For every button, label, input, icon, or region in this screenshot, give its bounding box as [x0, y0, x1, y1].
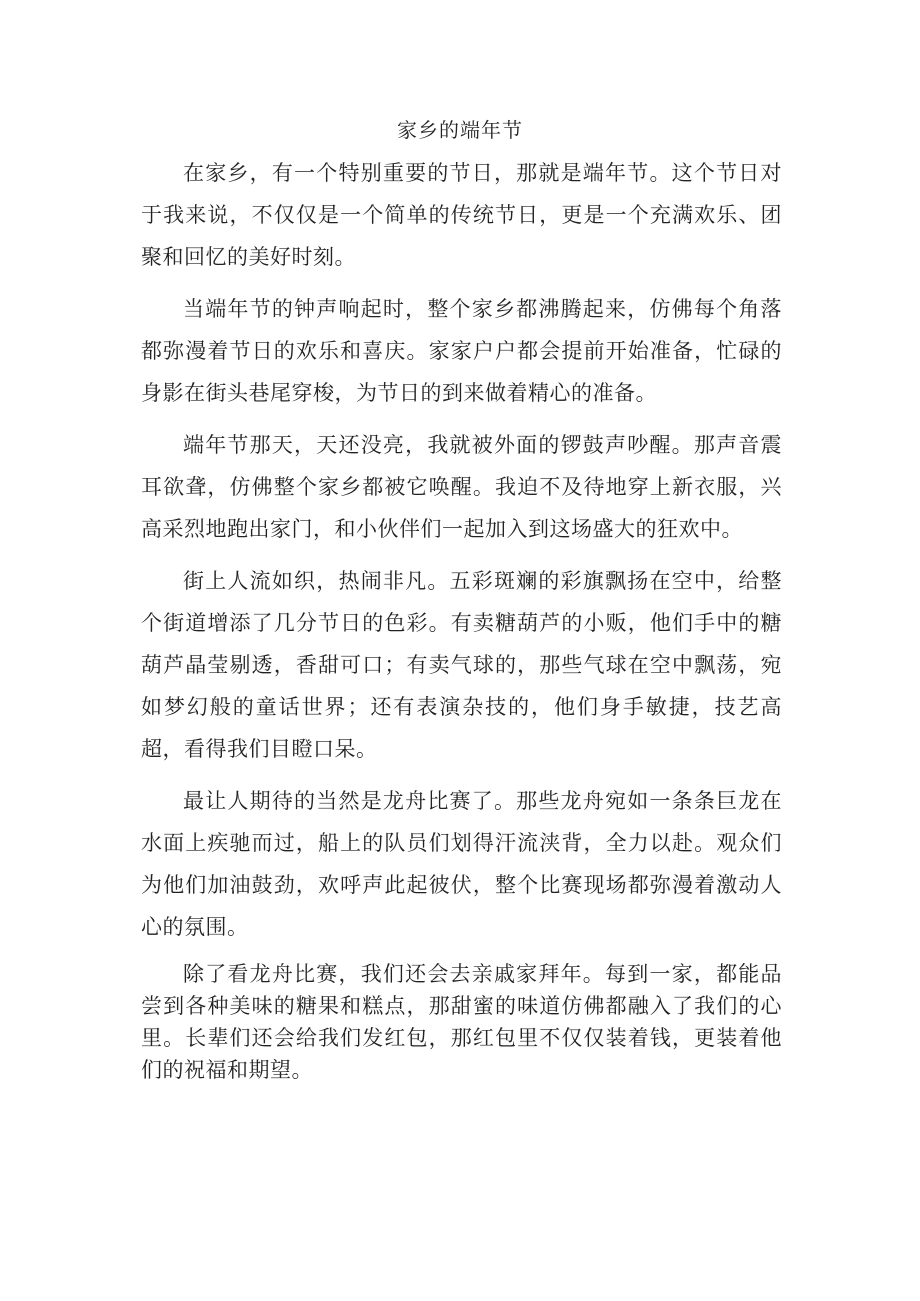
paragraph-5: 最让人期待的当然是龙舟比赛了。那些龙舟宛如一条条巨龙在水面上疾驰而过，船上的队员们划得汗流浃背，全力以赴。观众们为他们加油鼓劲，欢呼声此起彼伏，整个比赛现场都弥漫着激动人心的氛围。 [141, 789, 782, 939]
paragraph-1: 在家乡，有一个特别重要的节日，那就是端年节。这个节日对于我来说，不仅仅是一个简单的传统节日，更是一个充满欢乐、团聚和回忆的美好时刻。 [141, 161, 782, 269]
document-title: 家乡的端年节 [397, 118, 523, 142]
paragraph-4: 街上人流如织，热闹非凡。五彩斑斓的彩旗飘扬在空中，给整个街道增添了几分节日的色彩。有卖糖葫芦的小贩，他们手中的糖葫芦晶莹剔透，香甜可口；有卖气球的，那些气球在空中飘荡，宛如梦幻般的童话世界；还有表演杂技的，他们身手敏捷，技艺高超，看得我们目瞪口呆。 [141, 569, 782, 761]
paragraph-6: 除了看龙舟比赛，我们还会去亲戚家拜年。每到一家，都能品尝到各种美味的糖果和糕点，那甜蜜的味道仿佛都融入了我们的心里。长辈们还会给我们发红包，那红包里不仅仅装着钱，更装着他们的祝福和期望。 [141, 962, 782, 1082]
paragraph-2: 当端年节的钟声响起时，整个家乡都沸腾起来，仿佛每个角落都弥漫着节日的欢乐和喜庆。家家户户都会提前开始准备，忙碌的身影在街头巷尾穿梭，为节日的到来做着精心的准备。 [141, 297, 782, 405]
document-body [141, 152, 782, 1086]
paragraph-3: 端年节那天，天还没亮，我就被外面的锣鼓声吵醒。那声音震耳欲聋，仿佛整个家乡都被它唤醒。我迫不及待地穿上新衣服，兴高采烈地跑出家门，和小伙伴们一起加入到这场盛大的狂欢中。 [141, 433, 782, 541]
